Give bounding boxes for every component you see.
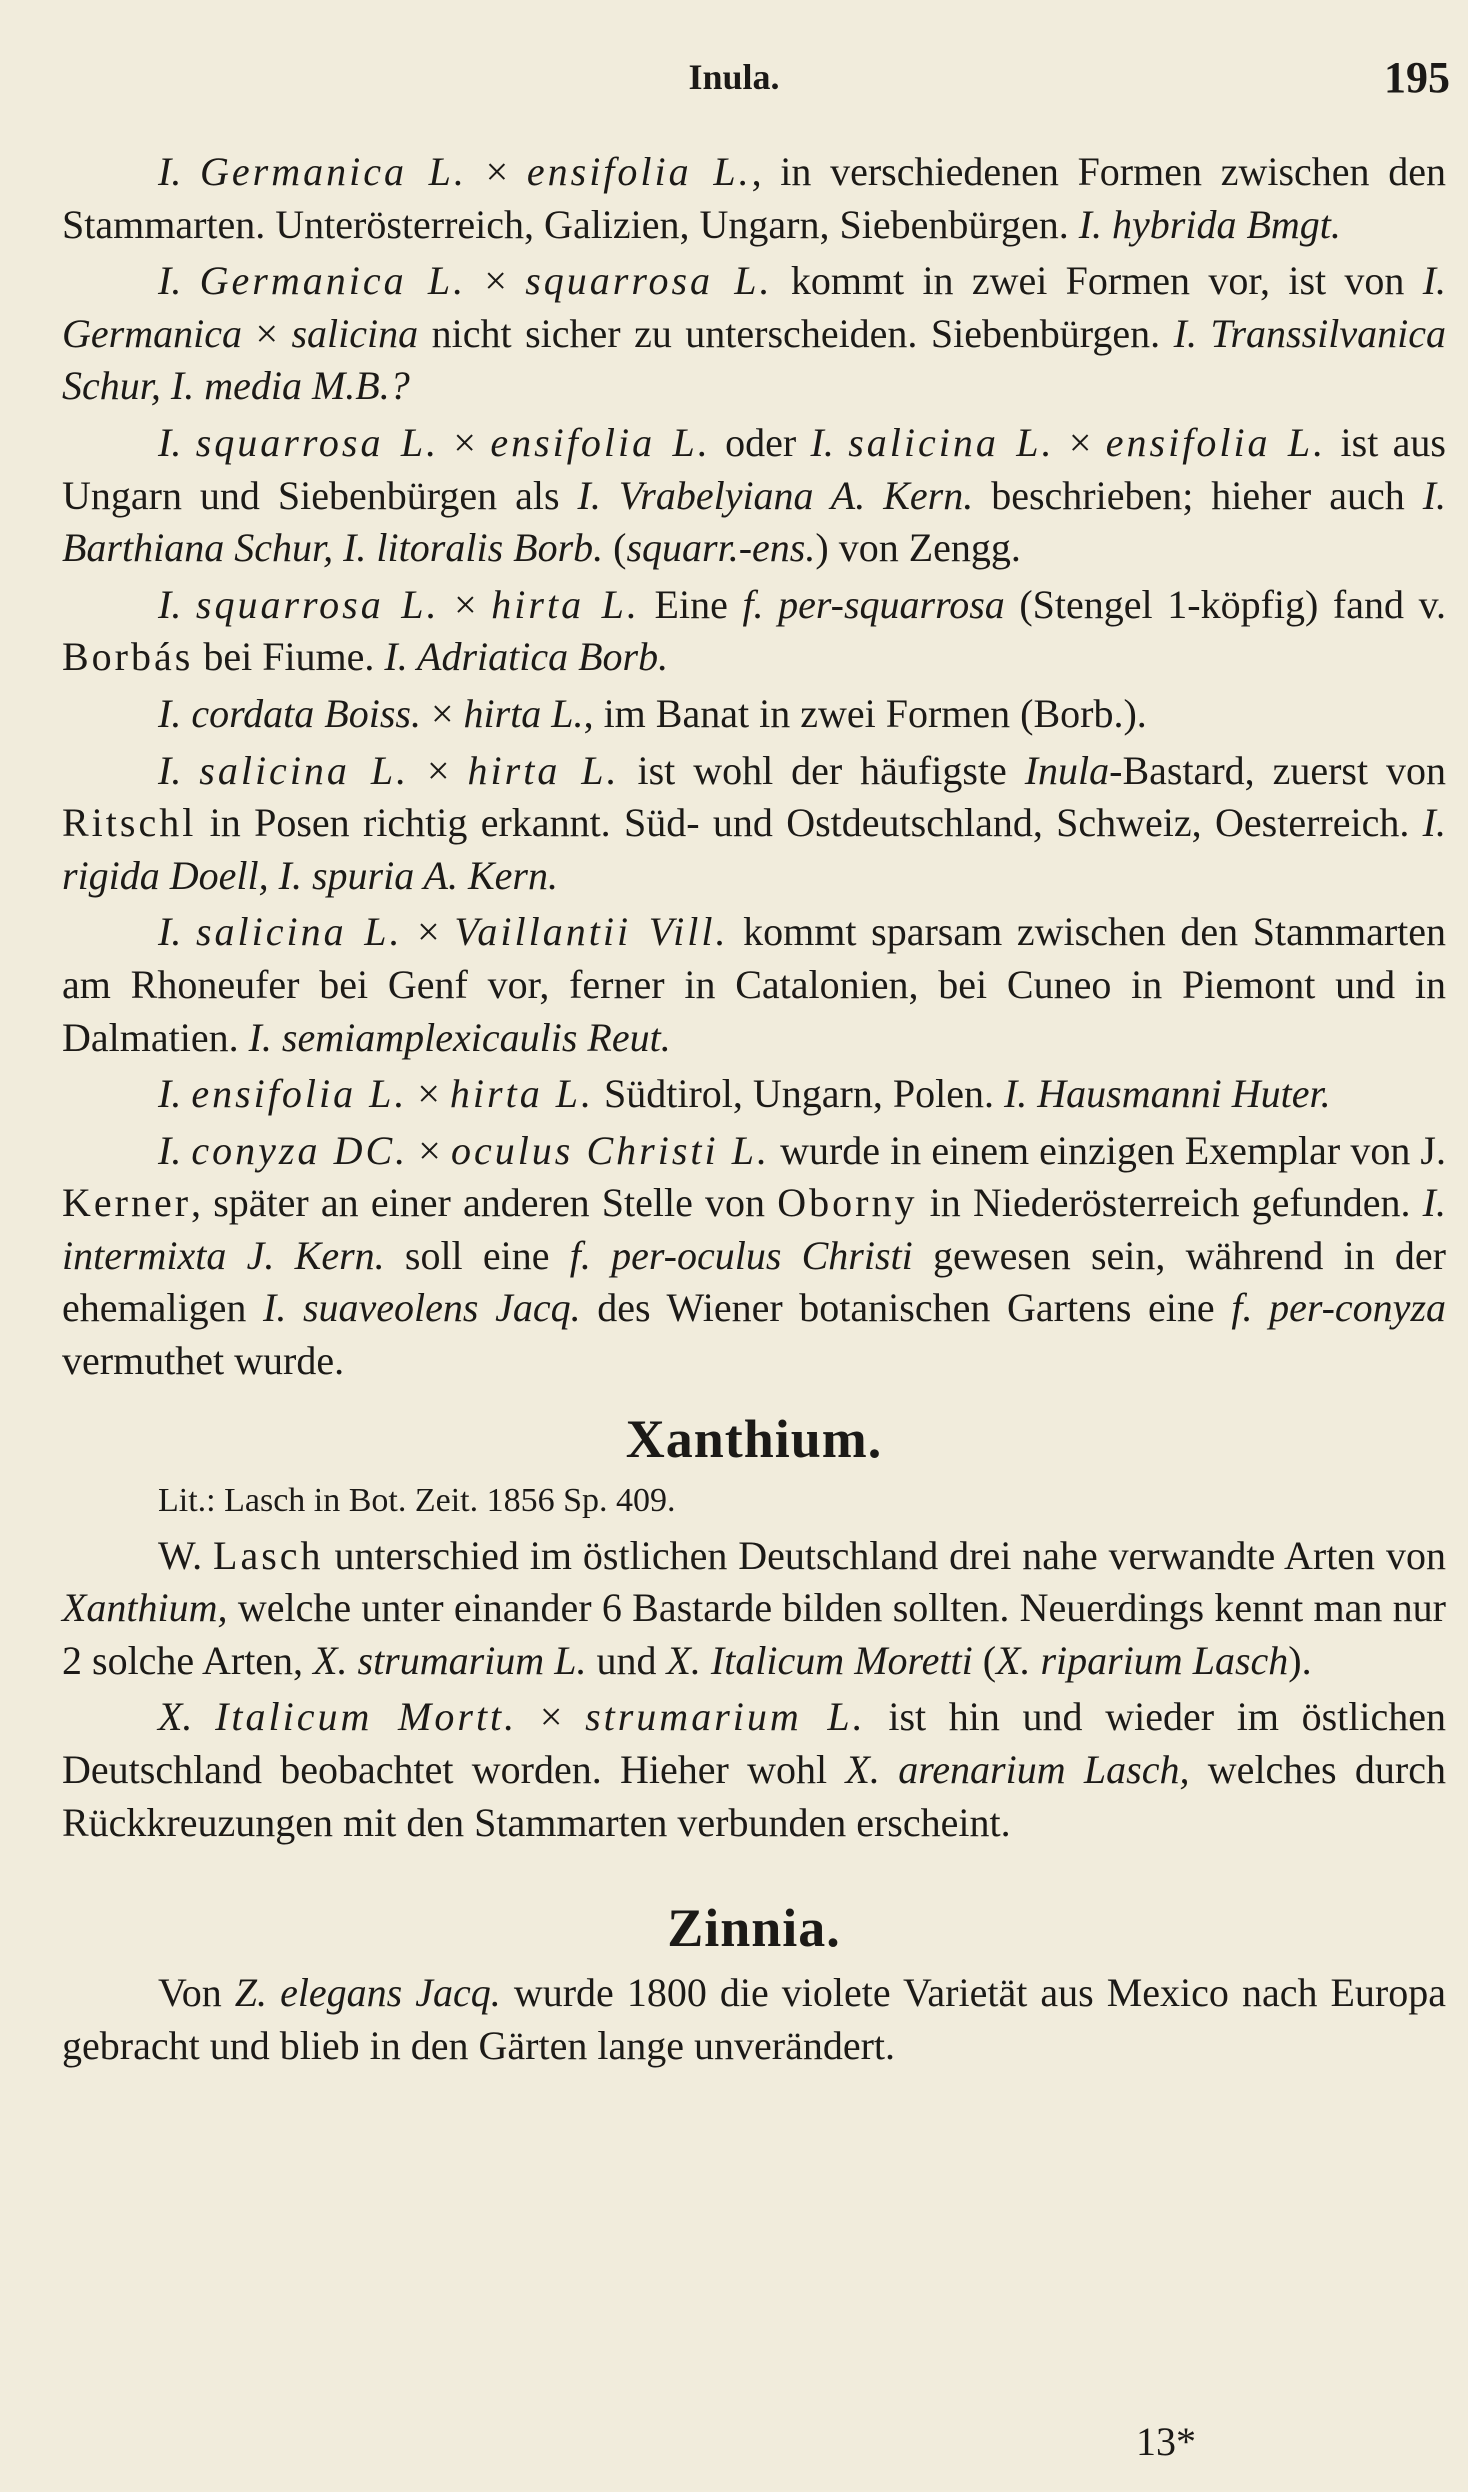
text-run: Von: [158, 1970, 235, 2016]
text-run: gewesen sein, während in der ehemaligen: [62, 1232, 1446, 1331]
text-run: Oborny: [777, 1180, 918, 1226]
inula-hybrid-paragraph: [62, 255, 1446, 413]
text-run: ×: [517, 1694, 586, 1740]
text-run: ensifolia L.: [1105, 419, 1327, 465]
inula-hybrid-paragraph: [62, 688, 1446, 741]
text-run: I.: [158, 1071, 192, 1117]
zinnia-paragraph: [62, 1967, 1446, 2072]
text-run: salicina: [291, 310, 419, 356]
text-run: in Posen richtig erkannt. Süd- und Ostdeutschland, Schweiz, Oesterreich.: [196, 800, 1423, 846]
text-run: wurde 1800 die violete Varietät aus Mexico nach Europa gebracht und blieb in den Gärten lange unverändert.: [62, 1970, 1447, 2068]
text-run: f. per-conyza: [1231, 1285, 1447, 1331]
text-run: salicina L.: [195, 909, 403, 955]
text-run: squarrosa L.: [195, 581, 440, 627]
text-run: f. per-oculus Christi: [569, 1232, 913, 1278]
text-run: hirta L.: [467, 747, 620, 793]
page-header: [0, 52, 1468, 112]
text-run: ×: [439, 581, 492, 627]
text-run: ist hin und wieder im östlichen Deutschland beobachtet worden. Hieher wohl: [62, 1694, 1447, 1793]
text-run: (: [972, 1637, 997, 1683]
text-run: ×: [1054, 419, 1106, 465]
text-run: ×: [408, 1127, 451, 1173]
xanthium-section: [62, 1530, 1446, 1850]
inula-hybrid-paragraph: [62, 579, 1446, 684]
text-run: -Bastard, zuerst von: [1109, 747, 1447, 793]
text-run: ×: [466, 258, 526, 304]
xanthium-paragraph: [62, 1691, 1446, 1849]
text-run: bei Fiume.: [193, 634, 385, 680]
text-run: conyza DC.: [191, 1127, 409, 1173]
inula-hybrid-paragraph: [62, 906, 1446, 1064]
text-run: unterschied im östlichen Deutschland drei nahe verwandte Arten von: [323, 1532, 1446, 1578]
text-run: I. Barthiana Schur, I. litoralis Borb.: [62, 472, 1447, 571]
text-run: I. suaveolens Jacq.: [263, 1285, 581, 1331]
text-run: I.: [810, 419, 849, 465]
page-number: 195: [1384, 53, 1450, 102]
text-run: I.: [158, 419, 196, 465]
zinnia-section: [62, 1967, 1446, 2072]
text-run: W.: [158, 1532, 214, 1578]
text-run: ensifolia L.: [191, 1071, 408, 1117]
text-run: beschrieben; hieher auch: [973, 472, 1423, 518]
text-run: Kerner: [62, 1180, 192, 1226]
text-run: Inula: [1024, 747, 1110, 793]
text-run: I. cordata Boiss.: [158, 690, 421, 736]
text-run: hirta L.: [491, 581, 640, 627]
inula-section: [62, 146, 1446, 1388]
text-run: ×: [407, 1071, 450, 1117]
text-run: in Niederösterreich gefunden.: [917, 1180, 1423, 1226]
text-run: X. strumarium L.: [313, 1637, 587, 1683]
text-run: squarrosa L.: [195, 419, 440, 465]
text-run: I.: [158, 581, 196, 627]
text-run: kommt sparsam zwischen den Stammarten am Rhoneufer bei Genf vor, ferner in Catalonien, bei Cuneo in Piemont und in Dalmatien.: [62, 909, 1447, 1060]
text-run: Eine: [639, 581, 743, 627]
running-head: Inula.: [688, 57, 780, 97]
text-run: ×: [439, 419, 491, 465]
text-run: , im Banat in zwei Formen (Borb.).: [583, 690, 1147, 736]
text-run: , in verschiedenen Formen zwischen den Stammarten. Unterösterreich, Galizien, Ungarn, Siebenbürgen.: [62, 149, 1446, 247]
text-run: Ritschl: [62, 800, 197, 846]
text-run: ensifolia L.: [526, 149, 752, 194]
text-run: ensifolia L.: [490, 419, 711, 465]
text-run: Z. elegans Jacq.: [234, 1970, 501, 2016]
text-run: (Stengel 1-köpfig) fand v.: [1004, 581, 1446, 627]
text-run: I. Adriatica Borb.: [384, 634, 669, 680]
xanthium-paragraph: [62, 1530, 1446, 1688]
text-run: ×: [466, 149, 527, 194]
text-run: nicht sicher zu unterscheiden. Siebenbürgen.: [418, 310, 1174, 356]
text-run: I. intermixta J. Kern.: [62, 1180, 1446, 1278]
text-run: squarr.-ens.: [626, 525, 816, 571]
text-run: Germanica L.: [199, 258, 467, 304]
text-run: (: [603, 525, 627, 571]
text-run: des Wiener botanischen Gartens eine: [580, 1285, 1232, 1331]
text-run: salicina L.: [199, 747, 410, 793]
inula-hybrid-paragraph: [62, 417, 1446, 575]
text-run: und: [586, 1637, 667, 1683]
text-run: vermuthet wurde.: [62, 1338, 345, 1384]
text-run: I.: [158, 747, 200, 793]
inula-hybrid-paragraph: [62, 745, 1446, 903]
text-run: ×: [241, 310, 292, 356]
text-run: Borbás: [62, 634, 194, 680]
zinnia-heading: Zinnia.: [667, 1898, 841, 1959]
xanthium-literature: Lit.: Lasch in Bot. Zeit. 1856 Sp. 409.: [158, 1481, 676, 1519]
text-run: , später an einer anderen Stelle von: [191, 1180, 778, 1226]
text-run: I.: [158, 258, 200, 304]
text-run: I. Hausmanni Huter.: [1003, 1071, 1331, 1117]
text-run: Lasch: [213, 1532, 324, 1578]
inula-hybrid-paragraph: [62, 1125, 1446, 1388]
text-run: f. per-squarrosa: [742, 581, 1005, 627]
xanthium-heading: Xanthium.: [625, 1408, 883, 1469]
text-run: welches durch Rückkreuzungen mit den Stammarten verbunden erscheint.: [62, 1747, 1447, 1845]
text-run: ist wohl der häufigste: [619, 747, 1025, 793]
text-run: hirta L.: [463, 690, 584, 736]
text-run: I.: [158, 909, 196, 955]
text-run: ist aus Ungarn und Siebenbürgen als: [62, 419, 1447, 518]
signature-mark: 13*: [1136, 2419, 1196, 2464]
text-run: I. Transsilvanica Schur, I. media M.B.?: [62, 310, 1447, 409]
text-run: I. Germanica: [62, 258, 1447, 356]
text-run: X.: [158, 1694, 216, 1740]
text-run: I. semiamplexicaulis Reut.: [248, 1014, 671, 1060]
text-run: Vaillantii Vill.: [454, 909, 729, 955]
text-run: X. arenarium Lasch,: [845, 1747, 1190, 1793]
text-run: ×: [420, 690, 464, 736]
page-body: [62, 146, 1446, 2076]
text-run: oculus Christi L.: [450, 1127, 770, 1173]
inula-hybrid-paragraph: [62, 146, 1446, 251]
text-run: strumarium L.: [585, 1694, 866, 1740]
text-run: Germanica L.: [200, 149, 467, 194]
text-run: ×: [402, 909, 455, 955]
inula-hybrid-paragraph: [62, 1068, 1446, 1121]
text-run: welche unter einander 6 Bastarde bilden sollten. Neuerdings kennt man nur 2 solche Arten,: [62, 1585, 1446, 1683]
text-run: ) von Zengg.: [815, 525, 1021, 571]
text-run: squarrosa L.: [525, 258, 773, 304]
text-run: I.: [158, 149, 201, 194]
text-run: I. hybrida Bmgt.: [1078, 201, 1341, 247]
text-run: kommt in zwei Formen vor, ist von: [772, 258, 1423, 304]
text-run: Italicum Mortt.: [215, 1694, 518, 1740]
text-run: soll eine: [384, 1232, 570, 1278]
text-run: X. riparium Lasch: [996, 1637, 1289, 1683]
text-run: ×: [409, 747, 468, 793]
text-run: I.: [158, 1127, 192, 1173]
text-run: I. rigida Doell, I. spuria A. Kern.: [62, 800, 1446, 898]
text-run: Südtirol, Ungarn, Polen.: [593, 1071, 1004, 1117]
text-run: hirta L.: [449, 1071, 594, 1117]
text-run: wurde in einem einzigen Exemplar von J.: [769, 1127, 1447, 1173]
text-run: Xanthium,: [62, 1585, 228, 1631]
text-run: oder: [710, 419, 811, 465]
text-run: salicina L.: [848, 419, 1055, 465]
text-run: I. Vrabelyiana A. Kern.: [577, 472, 974, 518]
text-run: ).: [1288, 1637, 1312, 1683]
text-run: X. Italicum Moretti: [666, 1637, 973, 1683]
